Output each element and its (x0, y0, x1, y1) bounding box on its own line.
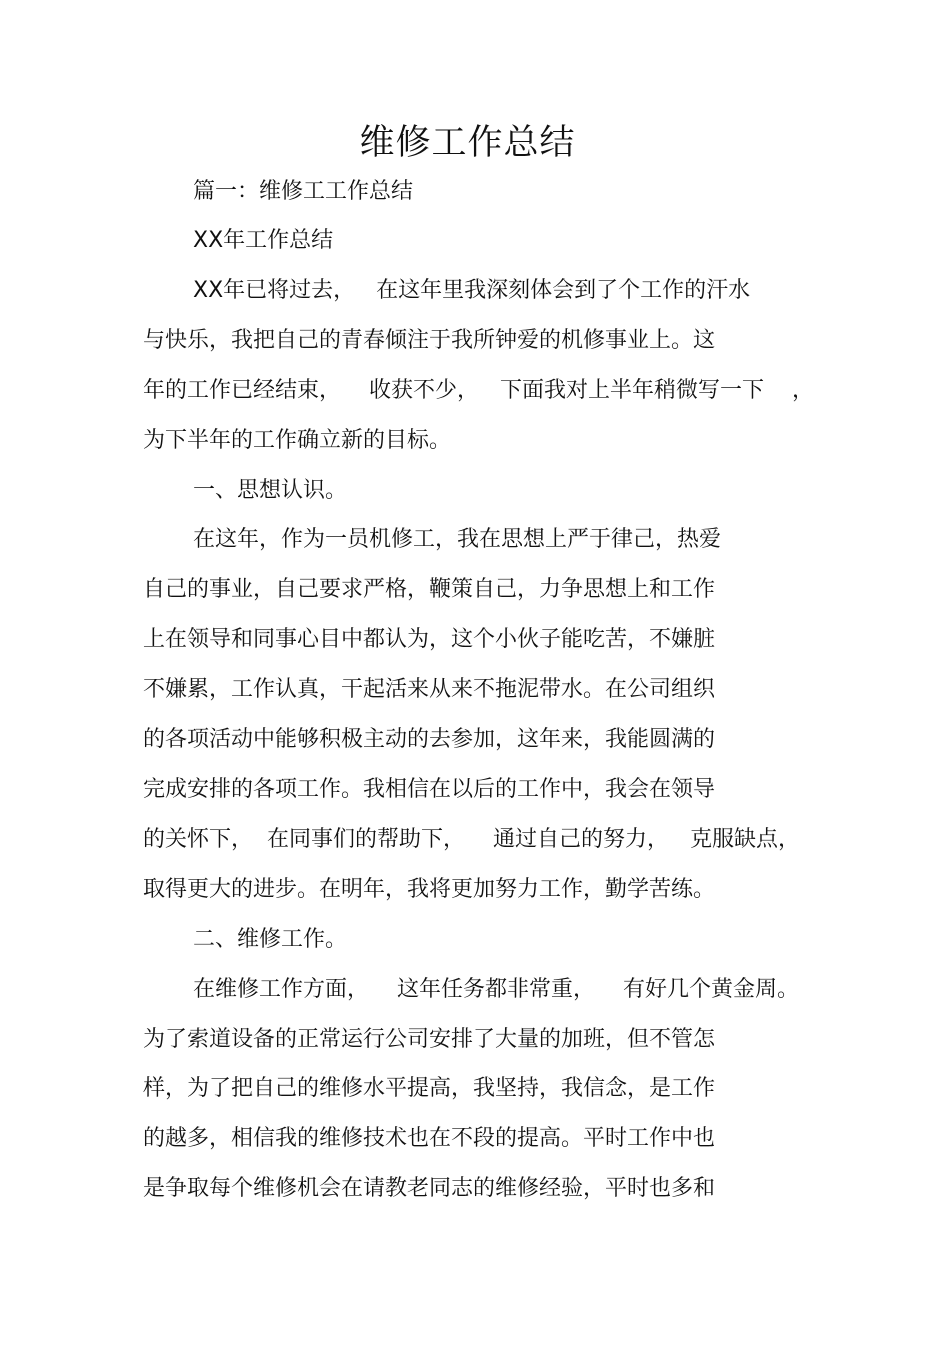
paragraph-line: 年的工作已经结束， 收获不少， 下面我对上半年稍微写一下 (143, 378, 764, 403)
section-heading: 二、维修工作。 (193, 927, 348, 952)
paragraph-line: 样，为了把自己的维修水平提高，我坚持，我信念，是工作 (143, 1076, 716, 1101)
paragraph-line: XX年已将过去， 在这年里我深刻体会到了个工作的汗水 (193, 278, 751, 303)
paragraph-line: 是争取每个维修机会在请教老同志的维修经验，平时也多和 (143, 1176, 716, 1201)
paragraph-line: 为了索道设备的正常运行公司安排了大量的加班，但不管怎 (143, 1027, 716, 1052)
paragraph-line: 完成安排的各项工作。我相信在以后的工作中，我会在领导 (143, 777, 716, 802)
paragraph-line: 取得更大的进步。在明年，我将更加努力工作，勤学苦练。 (143, 877, 716, 902)
trailing-comma: ， (792, 378, 815, 403)
document-title: 维修工作总结 (359, 123, 576, 163)
paragraph-line: 自己的事业，自己要求严格，鞭策自己，力争思想上和工作 (143, 577, 716, 602)
paragraph-line: 与快乐，我把自己的青春倾注于我所钟爱的机修事业上。这 (143, 328, 716, 353)
section-heading: 一、思想认识。 (193, 478, 348, 503)
paragraph-line: 的关怀下， 在同事们的帮助下， 通过自己的努力， 克服缺点， (143, 827, 800, 852)
paragraph-line: 在维修工作方面， 这年任务都非常重， 有好几个黄金周。 (193, 977, 799, 1002)
subtitle-line: XX年工作总结 (193, 228, 334, 253)
paragraph-line: 不嫌累，工作认真，干起活来从来不拖泥带水。在公司组织 (143, 677, 716, 702)
paragraph-line: 上在领导和同事心目中都认为，这个小伙子能吃苦，不嫌脏 (143, 627, 716, 652)
paragraph-line: 的各项活动中能够积极主动的去参加，这年来，我能圆满的 (143, 727, 716, 752)
paragraph-line: 的越多，相信我的维修技术也在不段的提高。平时工作中也 (143, 1126, 716, 1151)
section-heading: 篇一：维修工工作总结 (193, 179, 414, 204)
paragraph-line: 在这年，作为一员机修工，我在思想上严于律己，热爱 (193, 527, 722, 552)
paragraph-line: 为下半年的工作确立新的目标。 (143, 428, 452, 453)
